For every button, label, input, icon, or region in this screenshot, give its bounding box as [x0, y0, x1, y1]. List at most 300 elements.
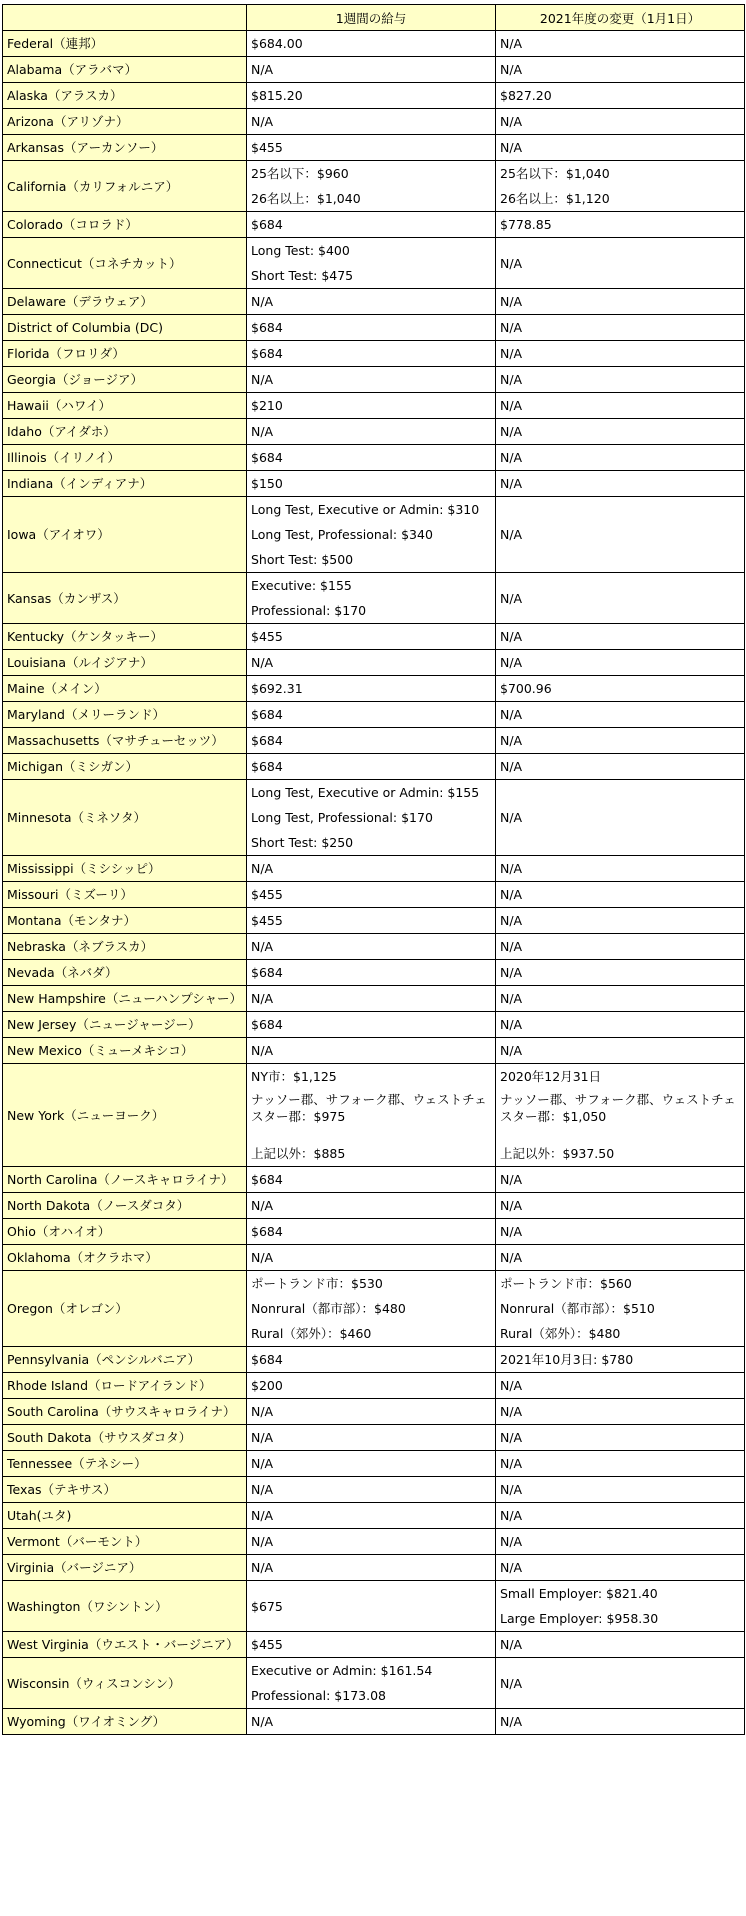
change-2021-line: N/A [500, 372, 523, 387]
weekly-salary-cell [247, 573, 496, 624]
weekly-salary-cell [247, 1658, 496, 1709]
table-row [3, 497, 745, 573]
change-2021-cell [496, 367, 745, 393]
state-name: California（カリフォルニア） [7, 178, 179, 194]
state-cell [3, 986, 247, 1012]
state-name: Nebraska（ネブラスカ） [7, 939, 154, 954]
change-2021-line: N/A [500, 1714, 523, 1729]
state-name: North Dakota（ノースダコタ） [7, 1198, 190, 1213]
change-2021-cell [496, 986, 745, 1012]
change-2021-cell [496, 212, 745, 238]
state-cell [3, 1709, 247, 1735]
weekly-salary-cell [247, 1451, 496, 1477]
weekly-salary-line: N/A [251, 1714, 274, 1729]
table-row [3, 573, 745, 624]
table-row [3, 341, 745, 367]
change-2021-line: N/A [500, 810, 523, 825]
change-2021-line: 26名以上：$1,120 [500, 191, 610, 206]
table-row [3, 212, 745, 238]
state-cell [3, 341, 247, 367]
state-cell [3, 960, 247, 986]
change-2021-line: N/A [500, 346, 523, 361]
weekly-salary-line: 上記以外：$885 [251, 1146, 346, 1161]
weekly-salary-cell [247, 31, 496, 57]
state-name: Alabama（アラバマ） [7, 62, 138, 77]
state-cell [3, 1271, 247, 1347]
weekly-salary-line: Long Test, Professional: $340 [251, 527, 433, 542]
table-row [3, 1399, 745, 1425]
weekly-salary-cell [247, 934, 496, 960]
table-row [3, 1529, 745, 1555]
table-row [3, 315, 745, 341]
change-2021-line: N/A [500, 1637, 523, 1652]
change-2021-line: N/A [500, 655, 523, 670]
table-row [3, 238, 745, 289]
table-row [3, 1581, 745, 1632]
weekly-salary-line: $150 [251, 476, 283, 491]
state-cell [3, 315, 247, 341]
state-name: Federal（連邦） [7, 36, 104, 51]
state-name: Illinois（イリノイ） [7, 450, 121, 465]
change-2021-line: $778.85 [500, 217, 552, 232]
state-cell [3, 1632, 247, 1658]
state-cell [3, 676, 247, 702]
weekly-salary-line: N/A [251, 114, 274, 129]
change-2021-cell [496, 1167, 745, 1193]
table-row [3, 882, 745, 908]
weekly-salary-line: $684 [251, 450, 283, 465]
state-name: Missouri（ミズーリ） [7, 887, 133, 902]
change-2021-line: N/A [500, 939, 523, 954]
change-2021-line: N/A [500, 36, 523, 51]
state-cell [3, 1581, 247, 1632]
state-name: Oregon（オレゴン） [7, 1301, 128, 1316]
table-row [3, 471, 745, 497]
weekly-salary-cell [247, 986, 496, 1012]
weekly-salary-line: N/A [251, 1508, 274, 1523]
weekly-salary-cell [247, 83, 496, 109]
state-cell [3, 1555, 247, 1581]
change-2021-line: N/A [500, 320, 523, 335]
change-2021-cell [496, 1555, 745, 1581]
change-2021-cell [496, 702, 745, 728]
table-row [3, 367, 745, 393]
weekly-salary-cell [247, 161, 496, 212]
table-row [3, 393, 745, 419]
state-cell [3, 1038, 247, 1064]
change-2021-line: 2020年12月31日 [500, 1069, 602, 1084]
change-2021-cell [496, 650, 745, 676]
state-cell [3, 445, 247, 471]
change-2021-line: N/A [500, 450, 523, 465]
weekly-salary-cell [247, 1271, 496, 1347]
weekly-salary-line: N/A [251, 861, 274, 876]
weekly-salary-cell [247, 960, 496, 986]
change-2021-cell [496, 1271, 745, 1347]
table-row [3, 289, 745, 315]
change-2021-line: N/A [500, 1456, 523, 1471]
change-2021-cell [496, 1632, 745, 1658]
table-row [3, 109, 745, 135]
change-2021-line: N/A [500, 913, 523, 928]
change-2021-line: N/A [500, 759, 523, 774]
state-cell [3, 1425, 247, 1451]
change-2021-cell [496, 83, 745, 109]
state-name: North Carolina（ノースキャロライナ） [7, 1172, 234, 1187]
state-cell [3, 161, 247, 212]
state-cell [3, 1064, 247, 1167]
weekly-salary-line: $455 [251, 140, 283, 155]
change-2021-cell [496, 445, 745, 471]
weekly-salary-line [251, 1127, 491, 1141]
state-cell [3, 780, 247, 856]
weekly-salary-cell [247, 1167, 496, 1193]
change-2021-cell [496, 856, 745, 882]
weekly-salary-cell [247, 676, 496, 702]
table-row [3, 676, 745, 702]
table-row [3, 445, 745, 471]
change-2021-line: N/A [500, 991, 523, 1006]
state-name: Ohio（オハイオ） [7, 1224, 111, 1239]
state-name: Delaware（デラウェア） [7, 294, 153, 309]
weekly-salary-line: N/A [251, 62, 274, 77]
weekly-salary-cell [247, 728, 496, 754]
change-2021-cell [496, 497, 745, 573]
change-2021-line: N/A [500, 1224, 523, 1239]
weekly-salary-line: $684.00 [251, 36, 303, 51]
weekly-salary-line: $684 [251, 1172, 283, 1187]
weekly-salary-line: Short Test: $250 [251, 835, 354, 850]
weekly-salary-cell [247, 754, 496, 780]
table-row [3, 908, 745, 934]
weekly-salary-cell [247, 780, 496, 856]
change-2021-line: N/A [500, 140, 523, 155]
state-cell [3, 1193, 247, 1219]
change-2021-line: N/A [500, 1508, 523, 1523]
table-row [3, 960, 745, 986]
weekly-salary-line: N/A [251, 372, 274, 387]
state-name: Michigan（ミシガン） [7, 759, 139, 774]
weekly-salary-cell [247, 1012, 496, 1038]
table-row [3, 754, 745, 780]
weekly-salary-cell [247, 289, 496, 315]
weekly-salary-cell [247, 393, 496, 419]
change-2021-line: $700.96 [500, 681, 552, 696]
weekly-salary-line: NY市：$1,125 [251, 1069, 337, 1084]
weekly-salary-cell [247, 341, 496, 367]
state-name: Iowa（アイオワ） [7, 527, 110, 542]
state-name: West Virginia（ウエスト・バージニア） [7, 1637, 239, 1652]
state-cell [3, 1245, 247, 1271]
change-2021-cell [496, 960, 745, 986]
weekly-salary-cell [247, 367, 496, 393]
change-2021-line: N/A [500, 114, 523, 129]
weekly-salary-cell [247, 57, 496, 83]
change-2021-line: N/A [500, 1198, 523, 1213]
weekly-salary-line: $455 [251, 913, 283, 928]
change-2021-cell [496, 1399, 745, 1425]
change-2021-cell [496, 573, 745, 624]
state-name: Kansas（カンザス） [7, 590, 126, 606]
state-name: Hawaii（ハワイ） [7, 398, 112, 413]
table-row [3, 1245, 745, 1271]
state-name: Colorado（コロラド） [7, 217, 138, 232]
weekly-salary-cell [247, 702, 496, 728]
table-row [3, 1709, 745, 1735]
state-cell [3, 754, 247, 780]
change-2021-cell [496, 341, 745, 367]
change-2021-line: N/A [500, 476, 523, 491]
change-2021-line: N/A [500, 733, 523, 748]
state-cell [3, 109, 247, 135]
weekly-salary-line: N/A [251, 424, 274, 439]
change-2021-line: ポートランド市：$560 [500, 1276, 632, 1291]
weekly-salary-cell [247, 1529, 496, 1555]
weekly-salary-cell [247, 135, 496, 161]
change-2021-cell [496, 419, 745, 445]
weekly-salary-line: $684 [251, 1352, 283, 1367]
table-row [3, 1271, 745, 1347]
change-2021-line: N/A [500, 398, 523, 413]
weekly-salary-cell [247, 1555, 496, 1581]
change-2021-cell [496, 57, 745, 83]
weekly-salary-line: $675 [251, 1598, 283, 1614]
state-name: Kentucky（ケンタッキー） [7, 629, 163, 644]
change-2021-cell [496, 780, 745, 856]
weekly-salary-line: $684 [251, 733, 283, 748]
weekly-salary-line: $684 [251, 346, 283, 361]
weekly-salary-cell [247, 1477, 496, 1503]
table-row [3, 934, 745, 960]
weekly-salary-line: 26名以上：$1,040 [251, 191, 361, 206]
change-2021-cell [496, 31, 745, 57]
state-cell [3, 650, 247, 676]
weekly-salary-line: Professional: $173.08 [251, 1688, 386, 1703]
state-name: Mississippi（ミシシッピ） [7, 861, 161, 876]
change-2021-line: N/A [500, 629, 523, 644]
change-2021-cell [496, 1503, 745, 1529]
change-2021-line: Rural（郊外）：$480 [500, 1326, 621, 1341]
weekly-salary-cell [247, 315, 496, 341]
weekly-salary-line: $692.31 [251, 681, 303, 696]
change-2021-line: N/A [500, 1482, 523, 1497]
change-2021-cell [496, 1193, 745, 1219]
weekly-salary-line: $684 [251, 759, 283, 774]
weekly-salary-cell [247, 109, 496, 135]
change-2021-cell [496, 1529, 745, 1555]
weekly-salary-line: $684 [251, 965, 283, 980]
table-row [3, 1555, 745, 1581]
weekly-salary-cell [247, 856, 496, 882]
table-row [3, 728, 745, 754]
state-cell [3, 702, 247, 728]
change-2021-cell [496, 728, 745, 754]
weekly-salary-line: Nonrural（都市部）：$480 [251, 1301, 406, 1316]
table-body [3, 31, 745, 1735]
table-header [3, 5, 745, 31]
weekly-salary-line: Long Test: $400 [251, 243, 350, 258]
change-2021-cell [496, 1038, 745, 1064]
weekly-salary-line: Long Test, Professional: $170 [251, 810, 433, 825]
state-name: Pennsylvania（ペンシルバニア） [7, 1352, 201, 1367]
table-row [3, 1425, 745, 1451]
change-2021-line: N/A [500, 1250, 523, 1265]
state-cell [3, 31, 247, 57]
weekly-salary-cell [247, 650, 496, 676]
table-row [3, 780, 745, 856]
table-row [3, 83, 745, 109]
change-2021-line: N/A [500, 1404, 523, 1419]
table-row [3, 31, 745, 57]
change-2021-line: $827.20 [500, 88, 552, 103]
state-name: Louisiana（ルイジアナ） [7, 655, 153, 670]
change-2021-line: Large Employer: $958.30 [500, 1611, 659, 1626]
weekly-salary-line: Short Test: $500 [251, 552, 354, 567]
change-2021-line: N/A [500, 1675, 523, 1691]
table-row [3, 650, 745, 676]
change-2021-cell [496, 1064, 745, 1167]
header-weekly-salary: 1週間の給与 [247, 5, 496, 31]
state-cell [3, 1373, 247, 1399]
weekly-salary-line: Executive or Admin: $161.54 [251, 1663, 433, 1678]
change-2021-line: N/A [500, 62, 523, 77]
change-2021-line: N/A [500, 590, 523, 606]
weekly-salary-line: $684 [251, 1224, 283, 1239]
change-2021-cell [496, 1658, 745, 1709]
state-cell [3, 1347, 247, 1373]
state-name: New Mexico（ミューメキシコ） [7, 1043, 194, 1058]
weekly-salary-line: ポートランド市：$530 [251, 1276, 383, 1291]
state-name: Utah(ユタ) [7, 1508, 72, 1523]
weekly-salary-line: 25名以下：$960 [251, 166, 349, 181]
state-name: Florida（フロリダ） [7, 346, 125, 361]
change-2021-cell [496, 676, 745, 702]
weekly-salary-line: Long Test, Executive or Admin: $310 [251, 502, 480, 517]
weekly-salary-cell [247, 1038, 496, 1064]
change-2021-line: N/A [500, 887, 523, 902]
state-name: Alaska（アラスカ） [7, 88, 123, 103]
weekly-salary-cell [247, 908, 496, 934]
change-2021-cell [496, 161, 745, 212]
state-name: District of Columbia (DC) [7, 320, 163, 335]
change-2021-cell [496, 624, 745, 650]
change-2021-cell [496, 393, 745, 419]
state-cell [3, 393, 247, 419]
table-row [3, 1632, 745, 1658]
weekly-salary-line: N/A [251, 991, 274, 1006]
change-2021-line: N/A [500, 861, 523, 876]
table-row [3, 419, 745, 445]
change-2021-line: N/A [500, 1430, 523, 1445]
state-cell [3, 1503, 247, 1529]
state-cell [3, 1658, 247, 1709]
state-cell [3, 1529, 247, 1555]
weekly-salary-line: $684 [251, 707, 283, 722]
change-2021-cell [496, 1709, 745, 1735]
change-2021-line [500, 1127, 740, 1141]
state-cell [3, 728, 247, 754]
change-2021-line: N/A [500, 1043, 523, 1058]
state-cell [3, 289, 247, 315]
table-row [3, 856, 745, 882]
weekly-salary-cell [247, 1193, 496, 1219]
state-name: Massachusetts（マサチューセッツ） [7, 733, 224, 748]
state-name: Indiana（インディアナ） [7, 476, 153, 491]
weekly-salary-cell [247, 1399, 496, 1425]
weekly-salary-line: Short Test: $475 [251, 268, 354, 283]
weekly-salary-line: $200 [251, 1378, 283, 1393]
table-row [3, 161, 745, 212]
change-2021-line: N/A [500, 1534, 523, 1549]
state-cell [3, 212, 247, 238]
table-row [3, 624, 745, 650]
weekly-salary-line: N/A [251, 655, 274, 670]
weekly-salary-cell [247, 471, 496, 497]
change-2021-line: N/A [500, 1560, 523, 1575]
state-name: Nevada（ネバダ） [7, 965, 118, 980]
state-cell [3, 83, 247, 109]
table-row [3, 1038, 745, 1064]
change-2021-cell [496, 238, 745, 289]
weekly-salary-cell [247, 882, 496, 908]
weekly-salary-line: $455 [251, 887, 283, 902]
weekly-salary-line: N/A [251, 294, 274, 309]
header-state [3, 5, 247, 31]
weekly-salary-line: Professional: $170 [251, 603, 367, 618]
change-2021-cell [496, 471, 745, 497]
state-name: Vermont（バーモント） [7, 1534, 148, 1549]
state-cell [3, 1219, 247, 1245]
state-name: Tennessee（テネシー） [7, 1456, 147, 1471]
weekly-salary-line: N/A [251, 1043, 274, 1058]
weekly-salary-cell [247, 419, 496, 445]
state-cell [3, 1012, 247, 1038]
change-2021-line: N/A [500, 1017, 523, 1032]
state-name: Georgia（ジョージア） [7, 372, 144, 387]
header-2021-change: 2021年度の変更（1月1日） [496, 5, 745, 31]
weekly-salary-cell [247, 1632, 496, 1658]
weekly-salary-cell [247, 1425, 496, 1451]
salary-table [2, 4, 745, 1735]
change-2021-cell [496, 1245, 745, 1271]
state-name: Oklahoma（オクラホマ） [7, 1250, 158, 1265]
weekly-salary-line: $210 [251, 398, 283, 413]
change-2021-line: N/A [500, 255, 523, 271]
weekly-salary-line: N/A [251, 1250, 274, 1265]
table-row [3, 1219, 745, 1245]
table-row [3, 1477, 745, 1503]
weekly-salary-cell [247, 1709, 496, 1735]
state-name: Minnesota（ミネソタ） [7, 810, 147, 825]
state-name: Maryland（メリーランド） [7, 707, 165, 722]
change-2021-line: N/A [500, 1172, 523, 1187]
state-cell [3, 497, 247, 573]
weekly-salary-cell [247, 624, 496, 650]
change-2021-line: 25名以下：$1,040 [500, 166, 610, 181]
table-row [3, 1064, 745, 1167]
state-cell [3, 856, 247, 882]
state-name: Connecticut（コネチカット） [7, 255, 182, 271]
change-2021-line: Small Employer: $821.40 [500, 1586, 658, 1601]
state-cell [3, 1451, 247, 1477]
state-cell [3, 135, 247, 161]
change-2021-cell [496, 109, 745, 135]
weekly-salary-line: N/A [251, 1560, 274, 1575]
table-row [3, 1347, 745, 1373]
table-row [3, 1503, 745, 1529]
header-row [3, 5, 745, 31]
table-row [3, 702, 745, 728]
